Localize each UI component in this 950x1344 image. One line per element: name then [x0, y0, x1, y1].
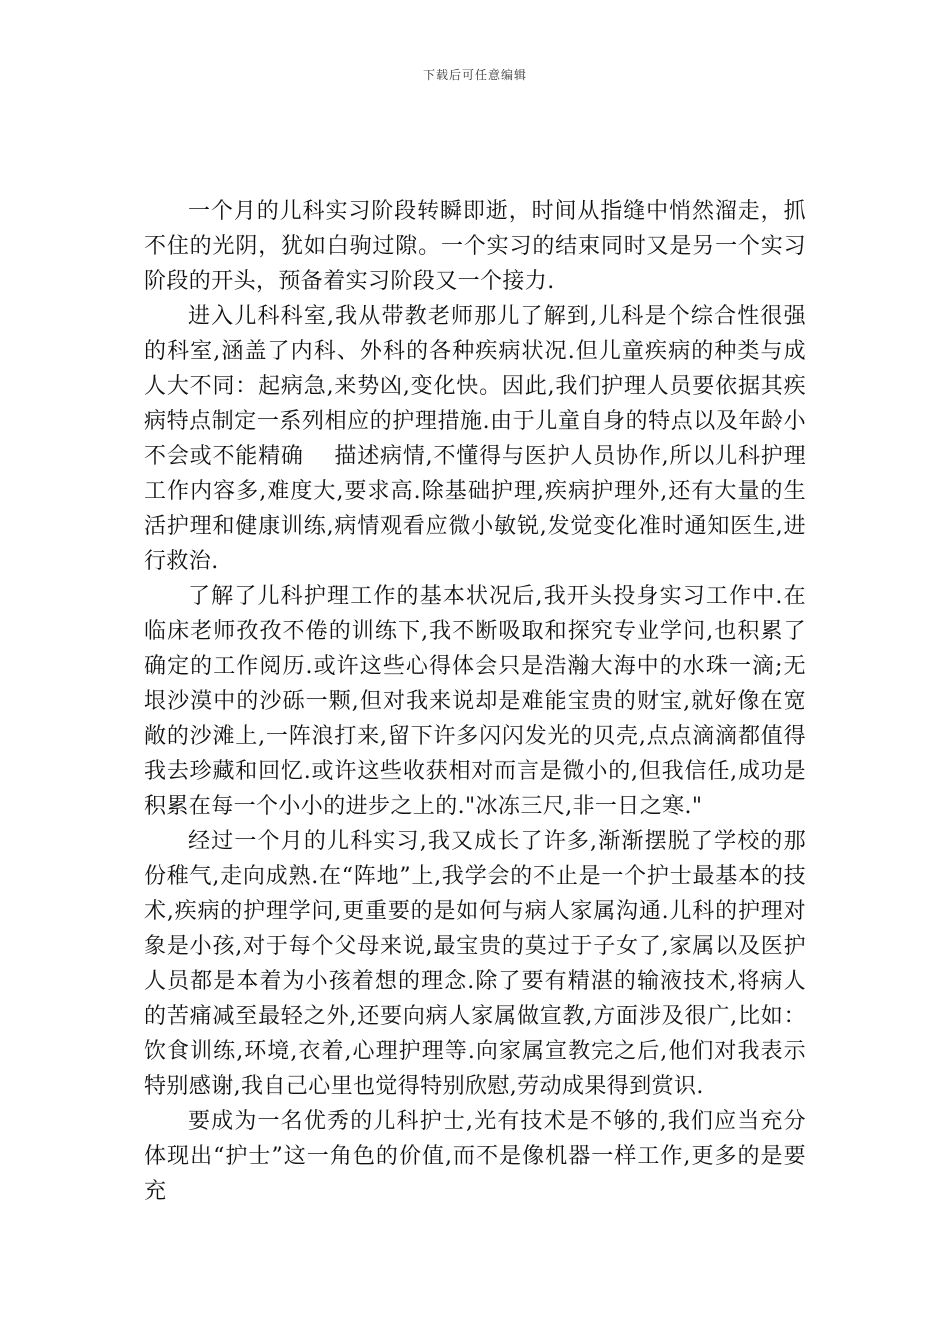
document-body — [144, 194, 806, 1209]
paragraph-5: 要成为一名优秀的儿科护士,光有技术是不够的,我们应当充分体现出“护士”这一角色的价值,而不是像机器一样工作,更多的是要充 — [144, 1109, 806, 1204]
paragraph-3: 了解了儿科护理工作的基本状况后,我开头投身实习工作中.在临床老师孜孜不倦的训练下,我不断吸取和探究专业学问,也积累了确定的工作阅历.或许这些心得体会只是浩瀚大海中的水珠一滴;无垠沙漠中的沙砾一颗,但对我来说却是难能宝贵的财宝,就好像在宽敞的沙滩上,一阵浪打来,留下许多闪闪发光的贝壳,点点滴滴都值得我去珍藏和回忆.或许这些收获相对而言是微小的,但我信任,成功是积累在每一个小小的进步之上的."冰冻三尺,非一日之寒." — [144, 584, 806, 819]
paragraph-1: 一个月的儿科实习阶段转瞬即逝，时间从指缝中悄然溜走，抓不住的光阴，犹如白驹过隙。一个实习的结束同时又是另一个实习阶段的开头，预备着实习阶段又一个接力. — [144, 199, 806, 294]
paragraph-2: 进入儿科科室,我从带教老师那儿了解到,儿科是个综合性很强的科室,涵盖了内科、外科的各种疾病状况.但儿童疾病的种类与成人大不同：起病急,来势凶,变化快。因此,我们护理人员要依据其疾病特点制定一系列相应的护理措施.由于儿童自身的特点以及年龄小不会或不能精确 描述病情,不懂得与医护人员协作,所以儿科护理工作内容多,难度大,要求高.除基础护理,疾病护理外,还有大量的生活护理和健康训练,病情观看应微小敏锐,发觉变化准时通知医生,进行救治. — [144, 304, 806, 574]
paragraph-4: 经过一个月的儿科实习,我又成长了许多,渐渐摆脱了学校的那份稚气,走向成熟.在“阵地”上,我学会的不止是一个护士最基本的技术,疾病的护理学问,更重要的是如何与病人家属沟通.儿科的护理对象是小孩,对于每个父母来说,最宝贵的莫过于子女了,家属以及医护人员都是本着为小孩着想的理念.除了要有精湛的输液技术,将病人的苦痛减至最轻之外,还要向病人家属做宣教,方面涉及很广,比如：饮食训练,环境,衣着,心理护理等.向家属宣教完之后,他们对我表示特别感谢,我自己心里也觉得特别欣慰,劳动成果得到赏识. — [144, 829, 806, 1099]
header-note: 下载后可任意编辑 — [422, 68, 527, 82]
